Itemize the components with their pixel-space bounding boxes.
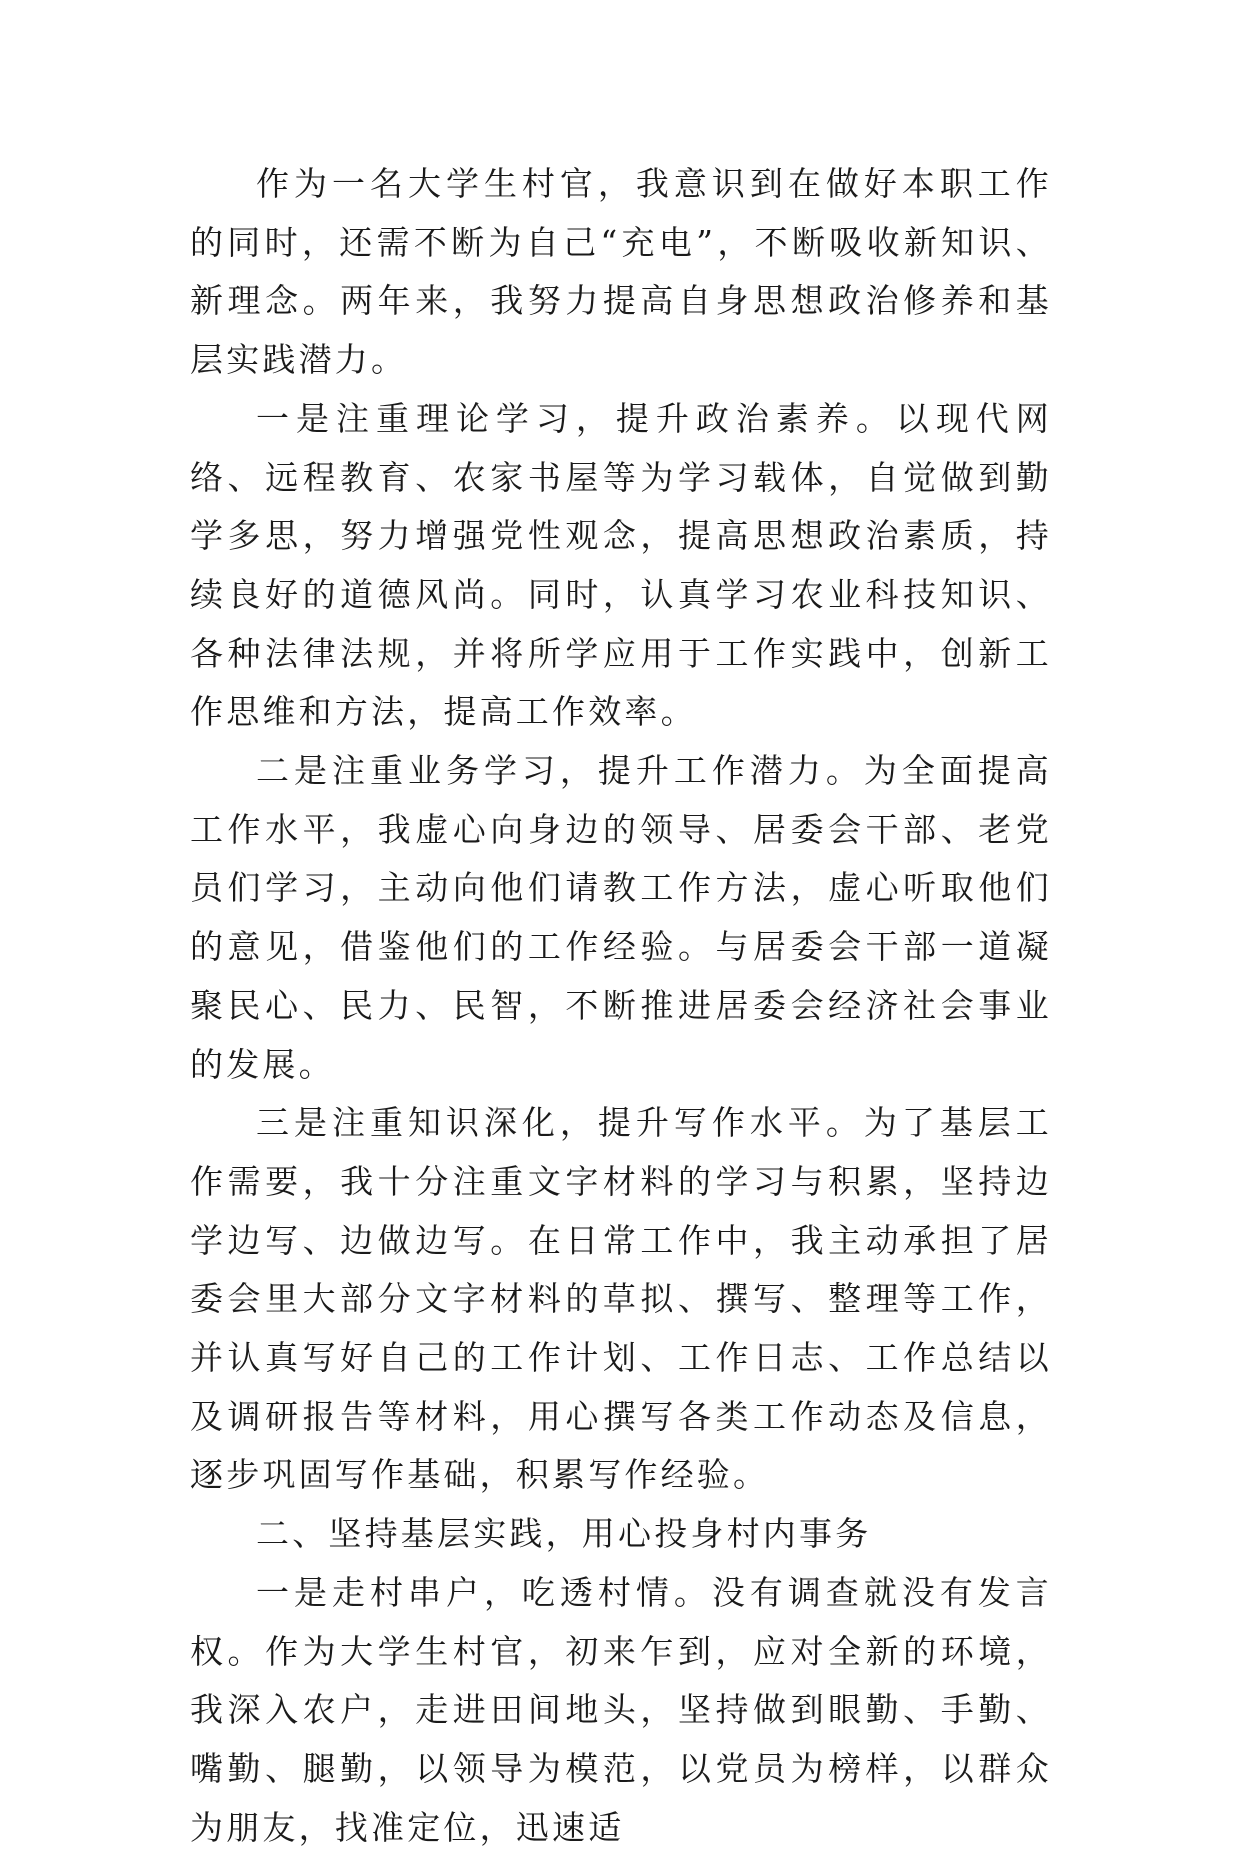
section-heading-practice: 二、坚持基层实践，用心投身村内事务 [256,1514,872,1554]
paragraph-theory-study: 一是注重理论学习，提升政治素养。以现代网络、远程教育、农家书屋等为学习载体，自觉做到勤学多思，努力增强党性观念，提高思想政治素质，持续良好的道德风尚。同时，认真学习农业科技知识、各种法律法规，并将所学应用于工作实践中，创新工作思维和方法，提高工作效率。 [190,398,1052,732]
paragraph-intro: 作为一名大学生村官，我意识到在做好本职工作的同时，还需不断为自己“充电”，不断吸收新知识、新理念。两年来，我努力提高自身思想政治修养和基层实践潜力。 [190,164,1052,380]
paragraph-writing-skills: 三是注重知识深化，提升写作水平。为了基层工作需要，我十分注重文字材料的学习与积累，坚持边学边写、边做边写。在日常工作中，我主动承担了居委会里大部分文字材料的草拟、撰写、整理等工作，并认真写好自己的工作计划、工作日志、工作总结以及调研报告等材料，用心撰写各类工作动态及信息，逐步巩固写作基础，积累写作经验。 [190,1103,1052,1495]
document-body [190,155,1052,1857]
paragraph-village-visits: 一是走村串户，吃透村情。没有调查就没有发言权。作为大学生村官，初来乍到，应对全新的环境，我深入农户，走进田间地头，坚持做到眼勤、手勤、嘴勤、腿勤，以领导为模范，以党员为榜样，以群众为朋友，找准定位，迅速适 [190,1572,1052,1847]
paragraph-business-study: 二是注重业务学习，提升工作潜力。为全面提高工作水平，我虚心向身边的领导、居委会干部、老党员们学习，主动向他们请教工作方法，虚心听取他们的意见，借鉴他们的工作经验。与居委会干部一道凝聚民心、民力、民智，不断推进居委会经济社会事业的发展。 [190,751,1052,1084]
